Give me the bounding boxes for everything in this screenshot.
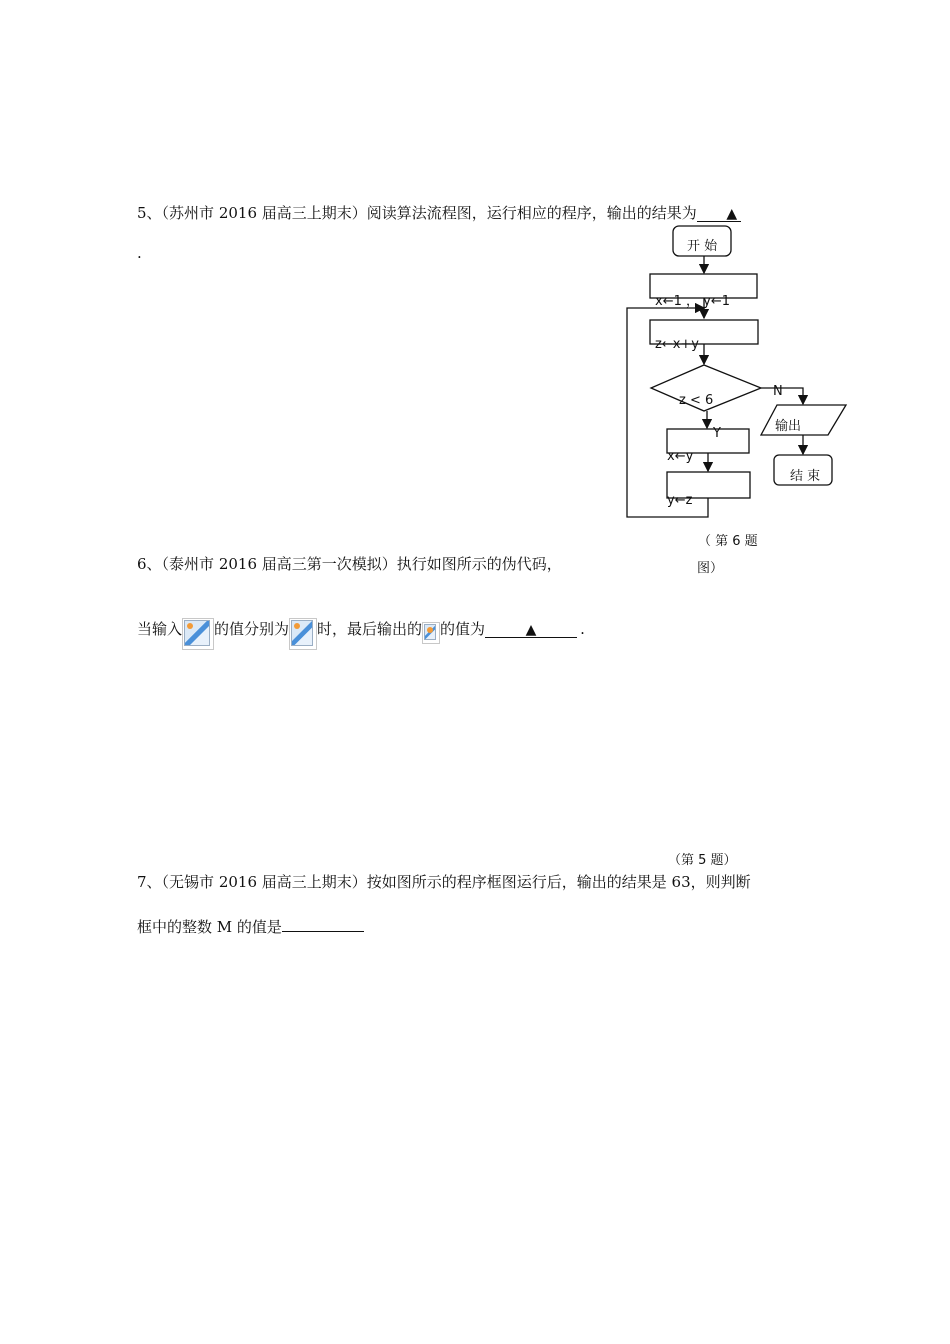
flowchart-assign-z-label: z←x+y [655, 337, 699, 352]
flowchart-figure [615, 222, 855, 522]
flowchart-assign-x-label: x←y [667, 449, 694, 464]
flowchart-caption-line-2: 图） [697, 561, 724, 576]
flowchart-output-label: 输出 [775, 419, 802, 434]
flowchart-condition-label: z < 6 [679, 393, 714, 408]
flowchart-init-label: x←1 ， y←1 [655, 294, 730, 309]
flowchart-yes-label: Y [713, 426, 721, 441]
question-7-blank [282, 913, 364, 932]
broken-image-icon [289, 618, 317, 650]
question-7-source: （无锡市 2016 届高三上期末） [161, 873, 367, 891]
question-6-line-2 [137, 610, 585, 644]
answer-triangle-icon: ▲ [525, 622, 537, 638]
question-6-text: 执行如图所示的伪代码， [396, 555, 562, 573]
answer-triangle-icon: ▲ [726, 206, 738, 222]
question-7-text: 按如图所示的程序框图运行后，输出的结果是 63，则判断 [366, 873, 751, 891]
question-6-text-d: 的值为 [440, 620, 486, 638]
question-5-tail: . [137, 244, 142, 262]
question-6-text-a: 当输入 [137, 620, 183, 638]
question-6-line-1 [137, 554, 562, 574]
flowchart-end-label: 结 束 [790, 469, 821, 484]
question-6-source: （泰州市 2016 届高三第一次模拟） [161, 555, 397, 573]
flowchart-caption-line-1: （ 第 6 题 [698, 534, 758, 549]
question-7-number: 7、 [137, 873, 162, 891]
question-5-blank [697, 203, 741, 222]
question-7-line-1 [137, 872, 751, 892]
flowchart-output-parallelogram [761, 405, 846, 435]
flowchart-no-label: N [773, 384, 783, 399]
figure-5-caption: （第 5 题） [668, 853, 737, 868]
question-6-text-c: 时，最后输出的 [317, 620, 423, 638]
question-5-text: 阅读算法流程图，运行相应的程序，输出的结果为 [366, 204, 697, 222]
flowchart-start-label: 开 始 [687, 239, 718, 254]
question-6-number: 6、 [137, 555, 162, 573]
question-5-number: 5、 [137, 204, 162, 222]
broken-image-icon [182, 618, 214, 650]
flowchart-assign-y-label: y←z [667, 493, 693, 508]
question-6-text-b: 的值分别为 [214, 620, 290, 638]
question-5-line-1 [137, 203, 741, 223]
broken-image-icon [422, 622, 440, 644]
question-7-line-2 [137, 913, 364, 937]
question-6-blank [485, 619, 577, 638]
question-5-source: （苏州市 2016 届高三上期末） [161, 204, 367, 222]
question-7-text-2: 框中的整数 M 的值是 [137, 918, 282, 936]
question-6-tail: . [580, 620, 585, 638]
